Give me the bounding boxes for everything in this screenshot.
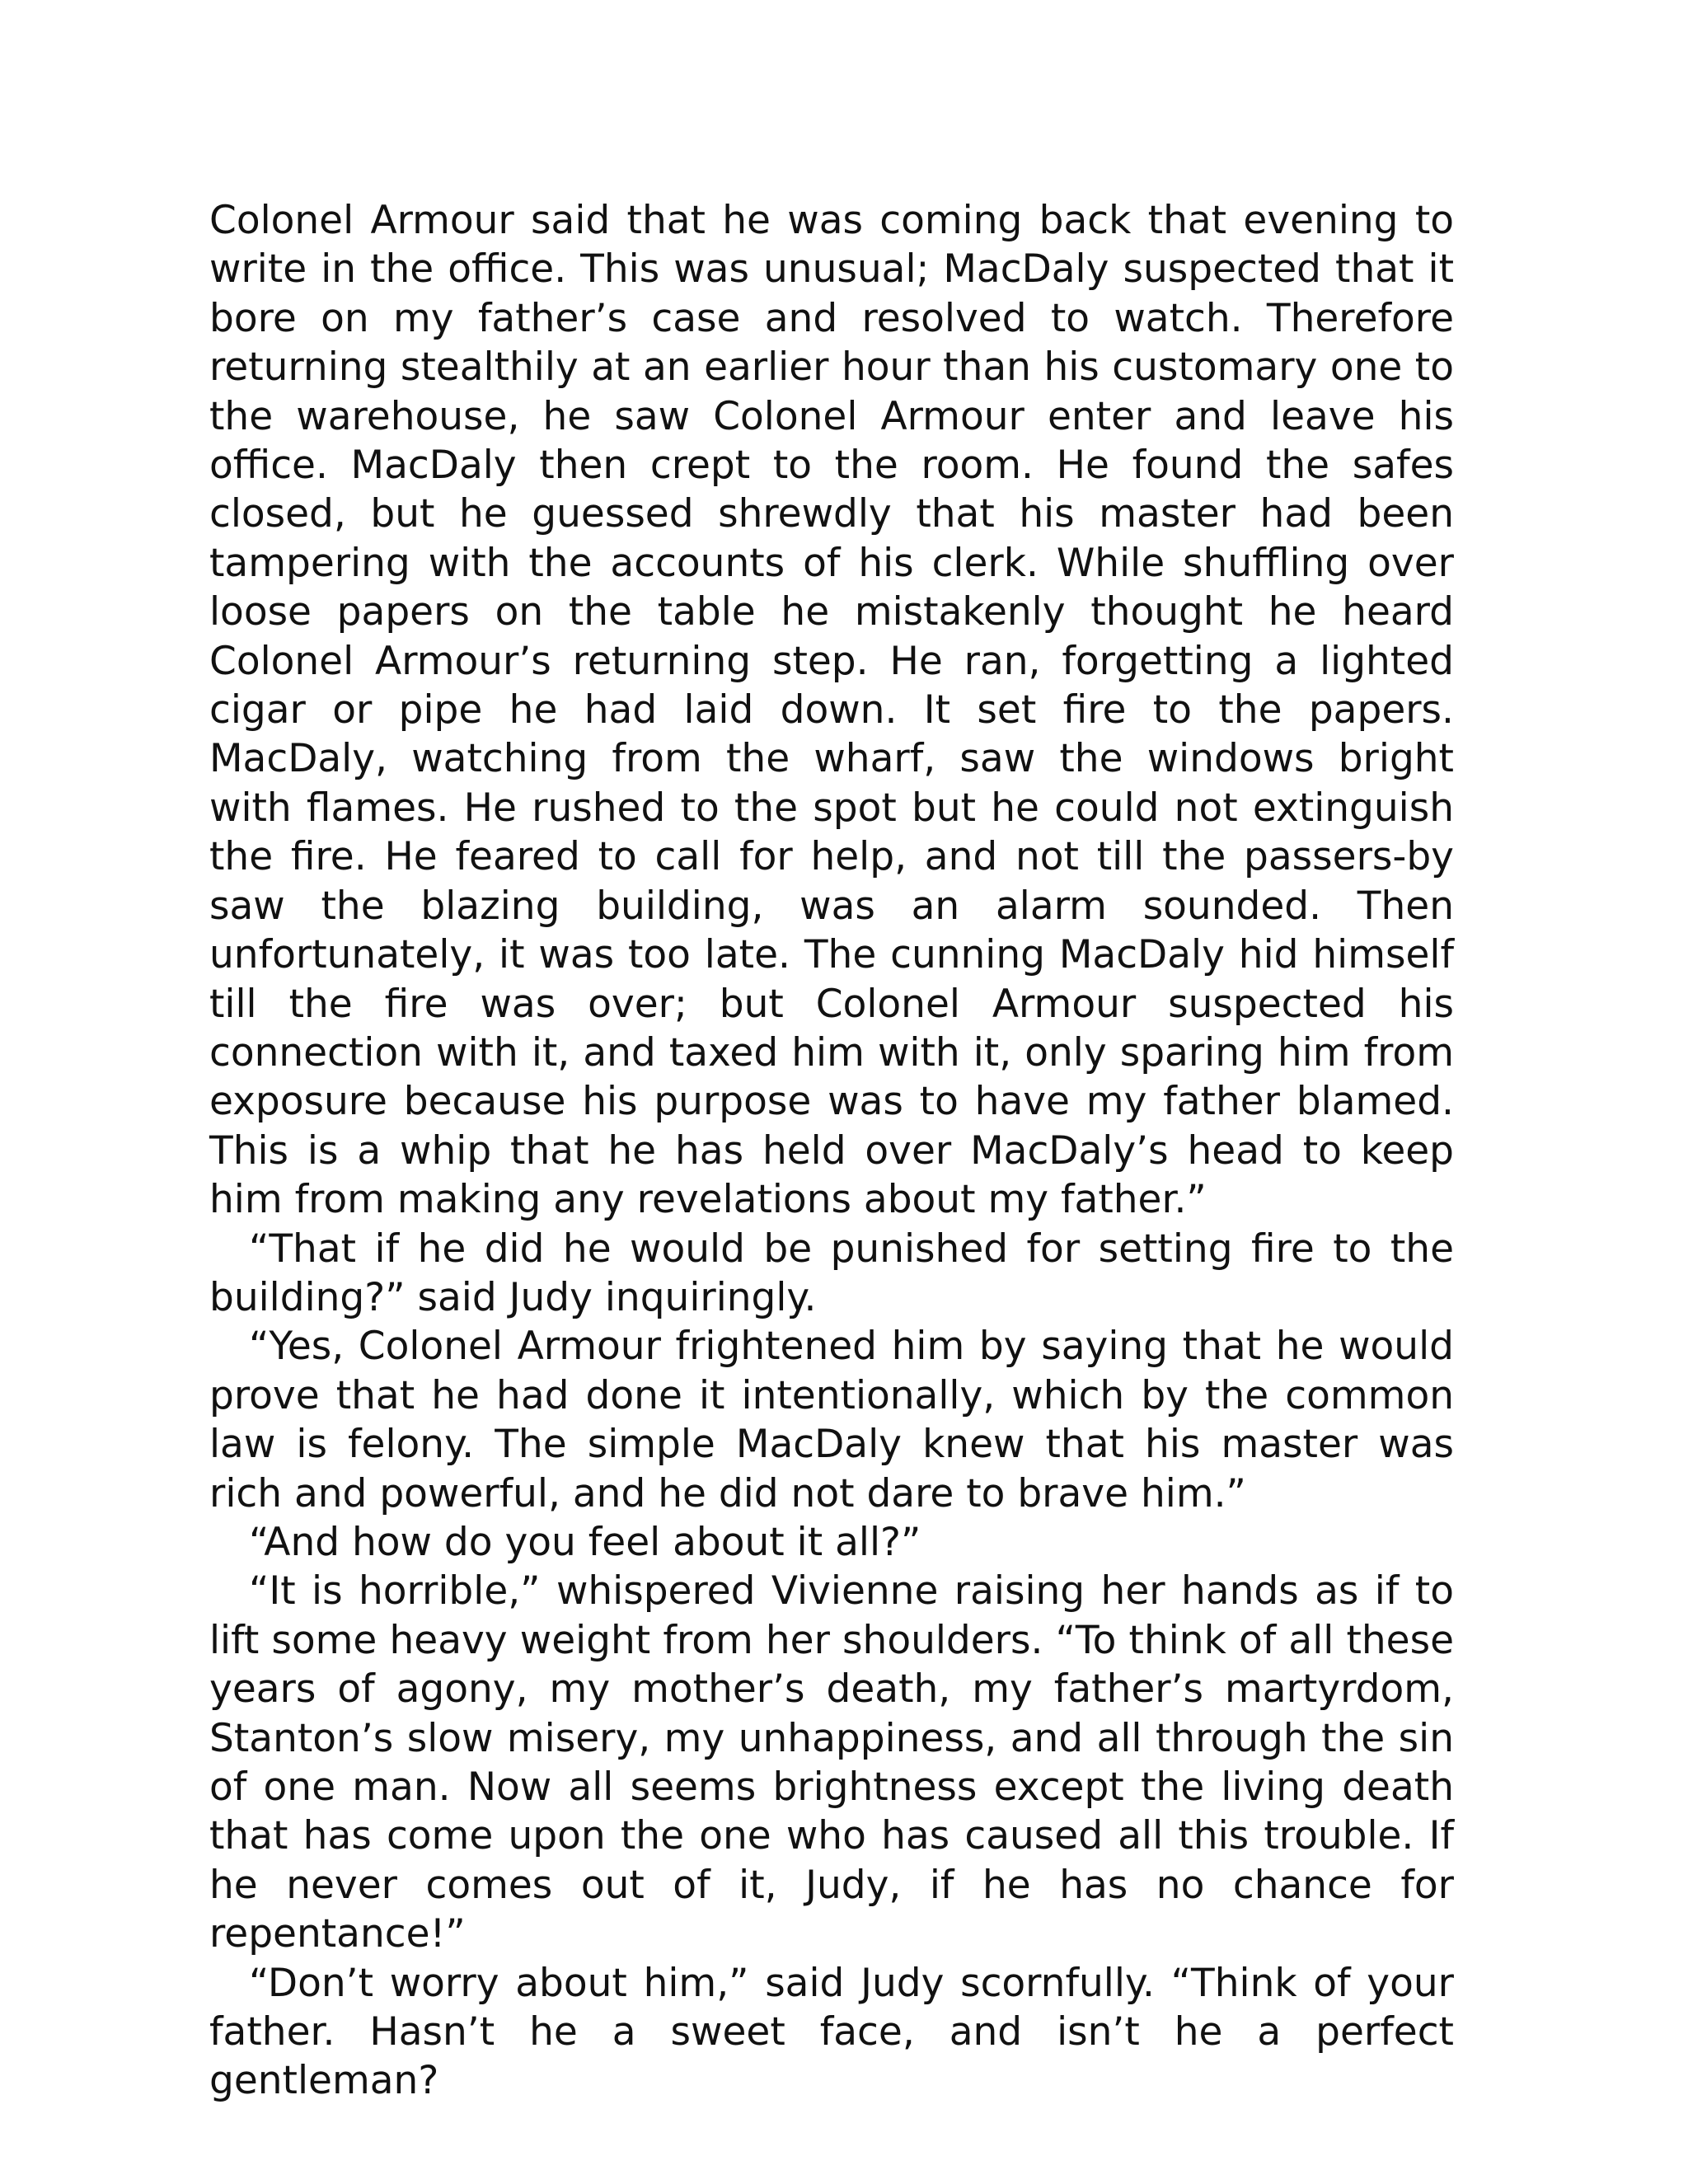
- paragraph-macdaly-account: Colonel Armour said that he was coming back that evening to write in the office. This was unusual; MacDaly suspected that it bore on my father’s case and resolved to watch. Therefore returning stealthily at an earlier hour than his customary one to the warehouse, he saw Colonel Armour enter and leave his office. MacDaly then crept to the room. He found the safes closed, but he guessed shrewdly that his master had been tampering with the accounts of his clerk. While shuffling over loose papers on the table he mistakenly thought he heard Colonel Armour’s returning step. He ran, forgetting a lighted cigar or pipe he had laid down. It set fire to the papers. MacDaly, watching from the wharf, saw the windows bright with flames. He rushed to the spot but he could not extinguish the fire. He feared to call for help, and not till the passers-by saw the blazing building, was an alarm sounded. Then unfortunately, it was too late. The cunning MacDaly hid himself till the fire was over; but Colonel Armour suspected his connection with it, and taxed him with it, only sparing him from exposure because his purpose was to have my father blamed. This is a whip that he has held over MacDaly’s head to keep him from making any revelations about my father.”: [209, 198, 1454, 1223]
- document-page: [209, 196, 1454, 2106]
- paragraph-judy-scornful: “Don’t worry about him,” said Judy scornfully. “Think of your father. Hasn’t he a sweet face, and isn’t he a perfect gentleman?: [209, 1960, 1454, 2104]
- paragraph-judy-question: “That if he did he would be punished for setting fire to the building?” said Judy inquiringly.: [209, 1226, 1454, 1320]
- paragraph-felony-explanation: “Yes, Colonel Armour frightened him by saying that he would prove that he had done it intentionally, which by the common law is felony. The simple MacDaly knew that his master was rich and powerful, and he did not dare to brave him.”: [209, 1324, 1454, 1516]
- paragraph-vivienne-reply: “It is horrible,” whispered Vivienne raising her hands as if to lift some heavy weight from her shoulders. “To think of all these years of agony, my mother’s death, my father’s martyrdom, Stanton’s slow misery, my unhappiness, and all through the sin of one man. Now all seems brightness except the living death that has come upon the one who has caused all this trouble. If he never comes out of it, Judy, if he has no chance for repentance!”: [209, 1568, 1454, 1957]
- paragraph-how-do-you-feel: “And how do you feel about it all?”: [249, 1519, 921, 1565]
